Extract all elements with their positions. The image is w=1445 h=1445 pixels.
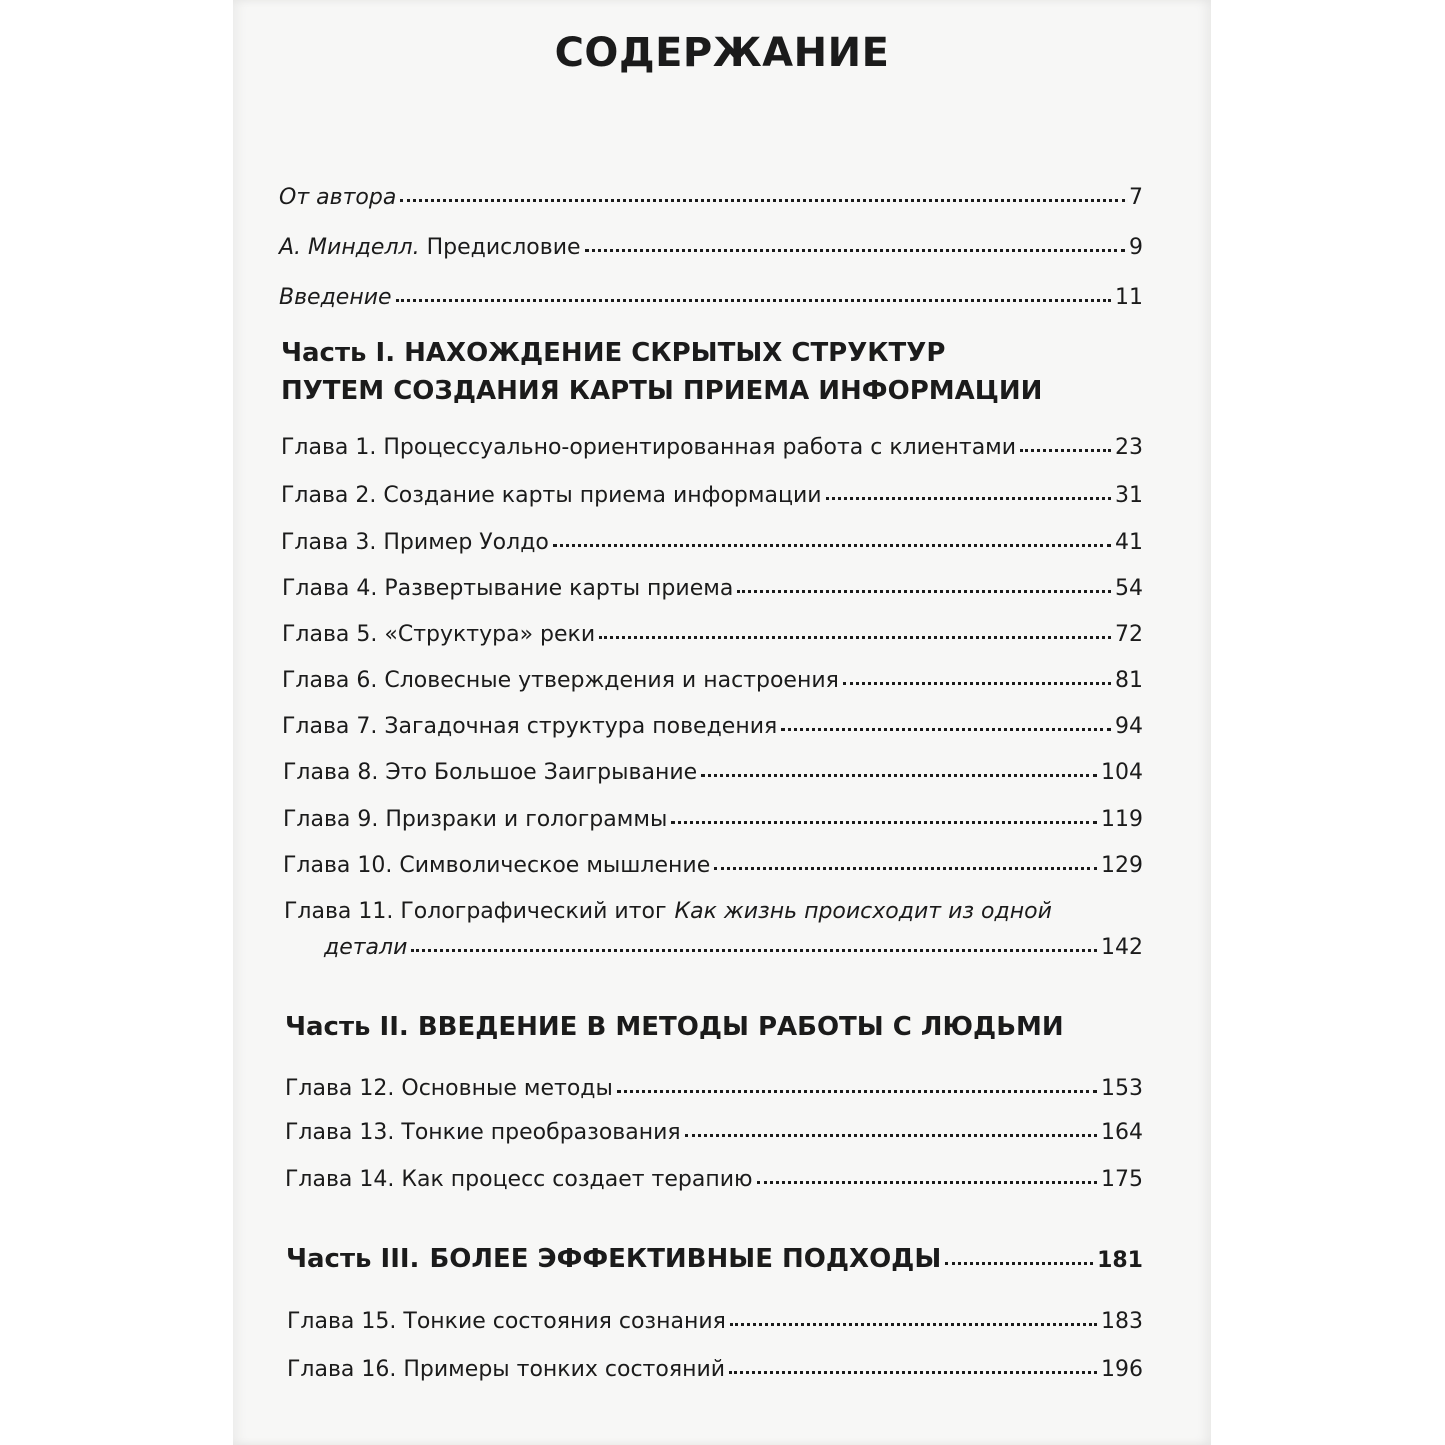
toc-entry-chapter	[282, 575, 1143, 603]
toc-entry-author-name: А. Минделл.	[279, 235, 420, 260]
toc-entry-chapter	[287, 1308, 1143, 1336]
toc-entry-label: Глава 16. Примеры тонких состояний	[287, 1357, 726, 1382]
dot-leader	[411, 948, 1097, 952]
toc-entry-page: 104	[1101, 760, 1143, 785]
toc-entry-chapter	[282, 667, 1143, 695]
part-title-line: ВВЕДЕНИЕ В МЕТОДЫ РАБОТЫ С ЛЮДЬМИ	[417, 1012, 1064, 1042]
toc-entry-chapter-11	[284, 898, 1052, 926]
dot-leader	[671, 820, 1097, 824]
toc-entry-page: 129	[1101, 853, 1143, 878]
dot-leader	[1020, 448, 1111, 452]
dot-leader	[714, 866, 1097, 870]
toc-entry-label: Глава 5. «Структура» реки	[282, 622, 596, 647]
dot-leader	[945, 1261, 1093, 1265]
toc-entry-label: Глава 3. Пример Уолдо	[281, 530, 549, 555]
toc-entry-page: 9	[1129, 235, 1143, 260]
toc-entry-label	[279, 234, 581, 262]
dot-leader	[730, 1322, 1097, 1326]
part-heading-with-page	[286, 1243, 1143, 1277]
toc-entry-page: 41	[1115, 530, 1143, 555]
toc-entry-label: Введение	[279, 285, 392, 310]
dot-leader	[585, 248, 1125, 252]
toc-entry-introduction	[279, 284, 1143, 312]
toc-entry-label: Глава 14. Как процесс создает терапию	[285, 1167, 753, 1192]
toc-entry-chapter	[281, 529, 1143, 557]
toc-entry-label: Глава 13. Тонкие преобразования	[285, 1120, 681, 1145]
toc-entry-page: 183	[1101, 1309, 1143, 1334]
toc-entry-subtitle: Как жизнь происходит из одной	[674, 899, 1052, 924]
dot-leader	[553, 543, 1111, 547]
toc-entry-label: Глава 1. Процессуально-ориентированная работа с клиентами	[281, 435, 1017, 460]
toc-entry-label: Глава 12. Основные методы	[285, 1076, 613, 1101]
toc-entry-label: Глава 11. Голографический итог	[284, 899, 667, 924]
toc-entry-chapter	[283, 759, 1143, 787]
dot-leader	[757, 1180, 1097, 1184]
toc-entry-page: 81	[1115, 668, 1143, 693]
toc-entry-foreword	[279, 234, 1143, 262]
book-page	[233, 0, 1211, 1445]
dot-leader	[729, 1370, 1097, 1374]
toc-entry-title: Предисловие	[426, 235, 581, 260]
dot-leader	[781, 727, 1111, 731]
part-title-line: БОЛЕЕ ЭФФЕКТИВНЫЕ ПОДХОДЫ	[429, 1244, 942, 1274]
toc-entry-page: 7	[1129, 185, 1143, 210]
toc-entry-label: Глава 9. Призраки и голограммы	[283, 807, 668, 832]
toc-entry-chapter	[282, 713, 1143, 741]
dot-leader	[701, 773, 1097, 777]
part-title-line: НАХОЖДЕНИЕ СКРЫТЫХ СТРУКТУР	[404, 338, 946, 368]
toc-entry-page: 23	[1115, 435, 1143, 460]
dot-leader	[400, 198, 1125, 202]
toc-entry-page: 175	[1101, 1167, 1143, 1192]
toc-entry-page: 54	[1115, 576, 1143, 601]
toc-entry-label: Глава 8. Это Большое Заигрывание	[283, 760, 698, 785]
toc-entry-chapter	[283, 852, 1143, 880]
toc-entry-chapter	[282, 621, 1143, 649]
toc-entry-subtitle-cont: детали	[324, 935, 408, 960]
toc-entry-page: 142	[1101, 935, 1143, 960]
toc-entry-page: 11	[1115, 285, 1143, 310]
toc-entry-label: Глава 15. Тонкие состояния сознания	[287, 1309, 726, 1334]
toc-entry-label: Глава 10. Символическое мышление	[283, 853, 711, 878]
toc-entry-page: 196	[1101, 1357, 1143, 1382]
toc-entry-label: Глава 2. Создание карты приема информации	[281, 483, 822, 508]
toc-entry-page: 164	[1101, 1120, 1143, 1145]
toc-entry-chapter	[281, 482, 1143, 510]
toc-entry-chapter	[283, 806, 1143, 834]
part-number: Часть III.	[286, 1244, 420, 1274]
part-heading	[281, 334, 945, 372]
toc-entry-page: 181	[1097, 1248, 1143, 1273]
toc-entry-page: 119	[1101, 807, 1143, 832]
toc-entry-label: Глава 4. Развертывание карты приема	[282, 576, 734, 601]
toc-entry-label: Глава 6. Словесные утверждения и настроения	[282, 668, 839, 693]
toc-entry-chapter-11-continuation	[324, 934, 1143, 962]
page-title: СОДЕРЖАНИЕ	[554, 30, 890, 76]
toc-entry-page: 31	[1115, 483, 1143, 508]
part-heading	[285, 1008, 1064, 1046]
part-number: Часть I.	[281, 338, 396, 368]
toc-entry-chapter	[285, 1075, 1143, 1103]
toc-entry-page: 94	[1115, 714, 1143, 739]
toc-entry-chapter	[285, 1119, 1143, 1147]
toc-entry-chapter	[281, 434, 1143, 462]
toc-entry-label: От автора	[279, 185, 397, 210]
toc-entry-chapter	[287, 1356, 1143, 1384]
dot-leader	[737, 589, 1111, 593]
part-heading-line2: ПУТЕМ СОЗДАНИЯ КАРТЫ ПРИЕМА ИНФОРМАЦИИ	[281, 376, 1043, 406]
toc-entry-chapter	[285, 1166, 1143, 1194]
toc-entry-page: 153	[1101, 1076, 1143, 1101]
dot-leader	[843, 681, 1111, 685]
dot-leader	[617, 1089, 1097, 1093]
toc-entry-author	[279, 184, 1143, 212]
dot-leader	[599, 635, 1111, 639]
part-number: Часть II.	[285, 1012, 409, 1042]
dot-leader	[826, 496, 1111, 500]
toc-entry-page: 72	[1115, 622, 1143, 647]
toc-entry-label: Глава 7. Загадочная структура поведения	[282, 714, 778, 739]
dot-leader	[396, 298, 1111, 302]
dot-leader	[685, 1133, 1097, 1137]
